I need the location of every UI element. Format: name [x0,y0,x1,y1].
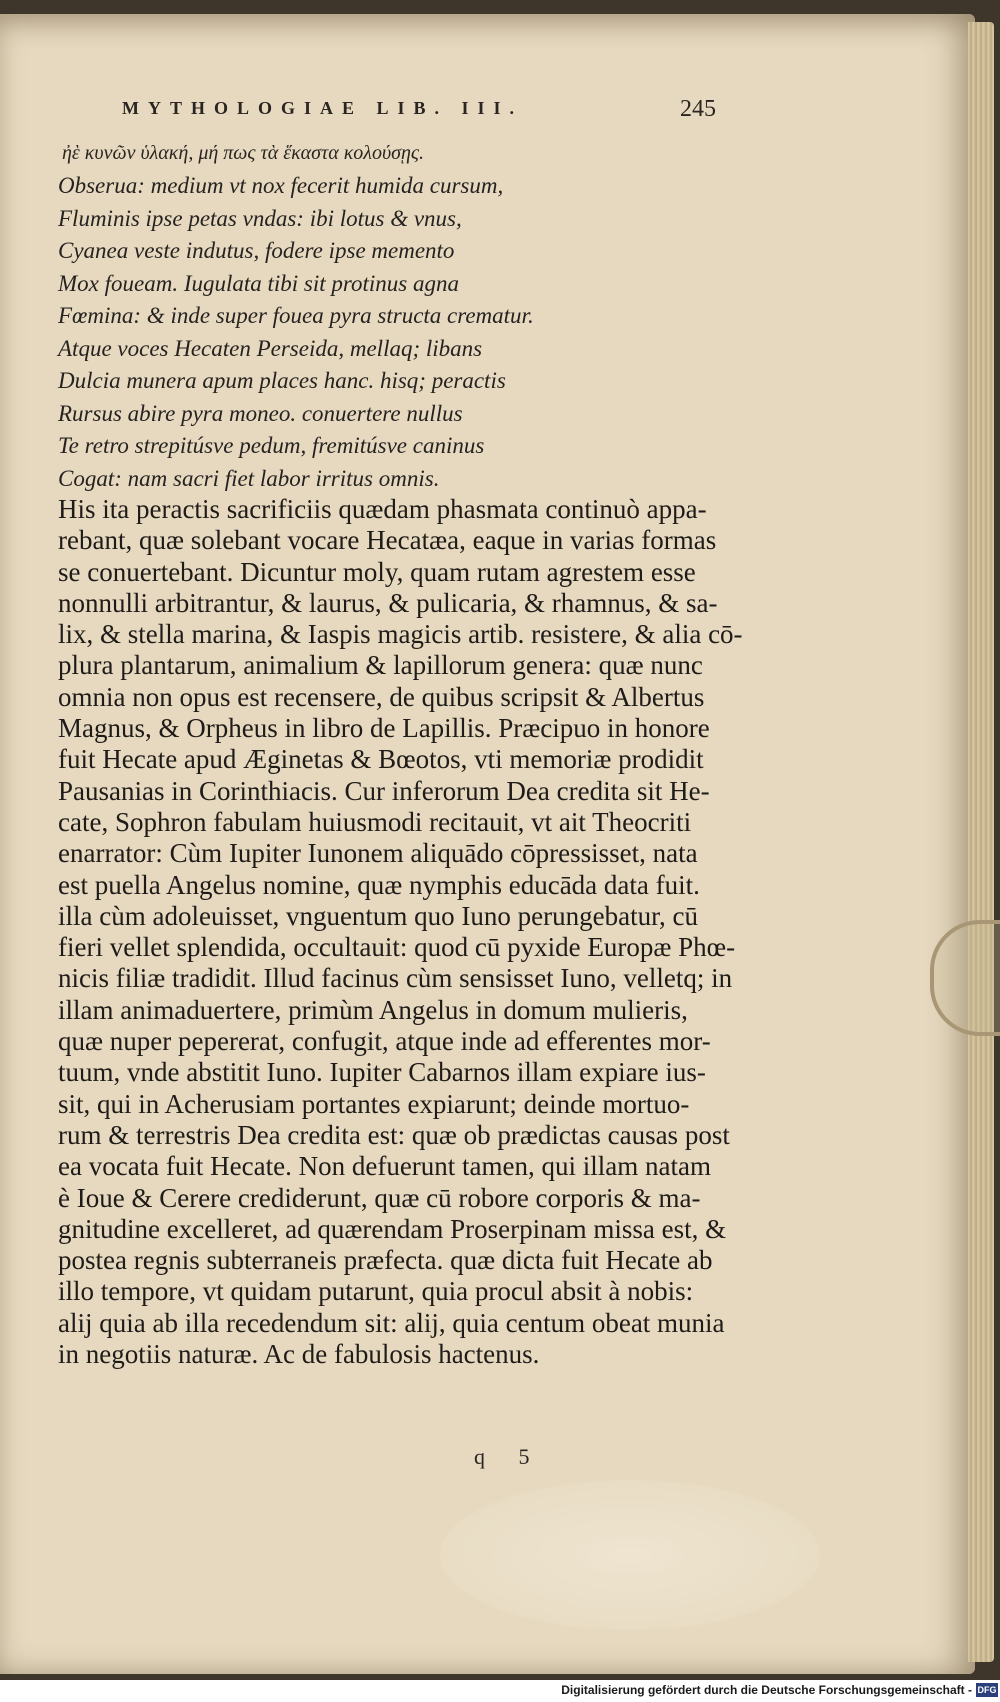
prose-line: fieri vellet splendida, occultauit: quod cū pyxide Europæ Phœ- [58,932,736,963]
prose-line: illo tempore, vt quidam putarunt, quia procul absit à nobis: [58,1276,694,1307]
prose-line: alij quia ab illa recedendum sit: alij, quia centum obeat munia [58,1307,725,1338]
dfg-logo: DFG [977,1685,997,1695]
prose-line: rebant, quæ solebant vocare Hecatæa, eaque in varias formas [58,525,717,556]
prose-line: fuit Hecate apud Æginetas & Bœotos, vti memoriæ prodidit [58,744,704,775]
verse-line: Mox foueam. Iugulata tibi sit protinus agna [58,270,459,296]
verse-line: Atque voces Hecaten Perseida, mellaq; libans [58,335,483,361]
page-edges [968,22,994,1662]
verse-line: Fluminis ipse petas vndas: ibi lotus & vnus, [58,205,462,231]
prose-line: enarrator: Cùm Iupiter Iunonem aliquādo cōpressisset, nata [58,838,698,869]
prose-line: cate, Sophron fabulam huiusmodi recitauit, vt ait Theocriti [58,806,692,837]
prose-line: in negotiis naturæ. Ac de fabulosis hactenus. [58,1339,540,1370]
prose-line: lix, & stella marina, & Iaspis magicis artib. resistere, & alia cō- [58,619,743,650]
verse-line: Rursus abire pyra moneo. conuertere nullus [58,400,463,426]
verse-line: Obserua: medium vt nox fecerit humida cursum, [58,173,504,198]
page-number: 245 [680,96,716,122]
prose-line: quæ nuper pepererat, confugit, atque inde ad efferentes mor- [58,1026,711,1057]
prose-line: se conuertebant. Dicuntur moly, quam rutam agrestem esse [58,556,696,587]
footer-bar [0,1680,1000,1702]
prose-line: nicis filiæ tradidit. Illud facinus cùm sensisset Iuno, velletq; in [58,963,733,994]
prose-line: His ita peractis sacrificiis quædam phasmata continuò appa- [58,494,707,524]
greek-verse-line: ἠὲ κυνῶν ὑλακή, μή πως τὰ ἕκαστα κολούσῃς. [62,142,425,164]
prose-line: illam animaduertere, primùm Angelus in domum mulieris, [58,994,688,1025]
funding-credit: Digitalisierung gefördert durch die Deutsche Forschungsgemeinschaft - [561,1683,972,1697]
paper-stain [440,1480,820,1630]
prose-line: est puella Angelus nomine, quæ nymphis educāda data fuit. [58,869,700,900]
prose-line: Magnus, & Orpheus in libro de Lapillis. Præcipuo in honore [58,713,710,744]
latin-verse-block [58,170,618,495]
prose-line: omnia non opus est recensere, de quibus scripsit & Albertus [58,681,705,712]
prose-line: nonnulli arbitrantur, & laurus, & pulicaria, & rhamnus, & sa- [58,587,718,618]
prose-line: è Ioue & Cerere crediderunt, quæ cū robore corporis & ma- [58,1182,701,1213]
prose-line: gnitudine excelleret, ad quærendam Proserpinam missa est, & [58,1213,727,1244]
prose-line: Pausanias in Corinthiacis. Cur inferorum Dea credita sit He- [58,775,710,806]
verse-line: Cogat: nam sacri fiet labor irritus omnis. [58,465,440,491]
prose-line: ea vocata fuit Hecate. Non defuerunt tamen, qui illam natam [58,1151,711,1182]
verse-line: Dulcia munera apum places hanc. hisq; peractis [58,368,506,393]
signature-mark: q 5 [474,1444,544,1469]
prose-line: illa cùm adoleuisset, vnguentum quo Iuno perungebatur, cū [58,900,699,931]
prose-paragraph [58,494,743,1370]
prose-line: tuum, vnde abstitit Iuno. Iupiter Cabarnos illam expiare ius- [58,1057,706,1088]
running-title: MYTHOLOGIAE LIB. III. [122,98,524,118]
prose-line: plura plantarum, animalium & lapillorum genera: quæ nunc [58,650,703,681]
prose-line: rum & terrestris Dea credita est: quæ ob prædictas causas post [58,1119,730,1150]
verse-line: Cyanea veste indutus, fodere ipse memento [58,238,455,263]
prose-line: sit, qui in Acherusiam portantes expiarunt; deinde mortuo- [58,1088,690,1119]
prose-line: postea regnis subterraneis præfecta. quæ dicta fuit Hecate ab [58,1245,713,1276]
verse-line: Te retro strepitúsve pedum, fremitúsve caninus [58,433,485,458]
verse-line: Fœmina: & inde super fouea pyra structa crematur. [58,303,534,328]
